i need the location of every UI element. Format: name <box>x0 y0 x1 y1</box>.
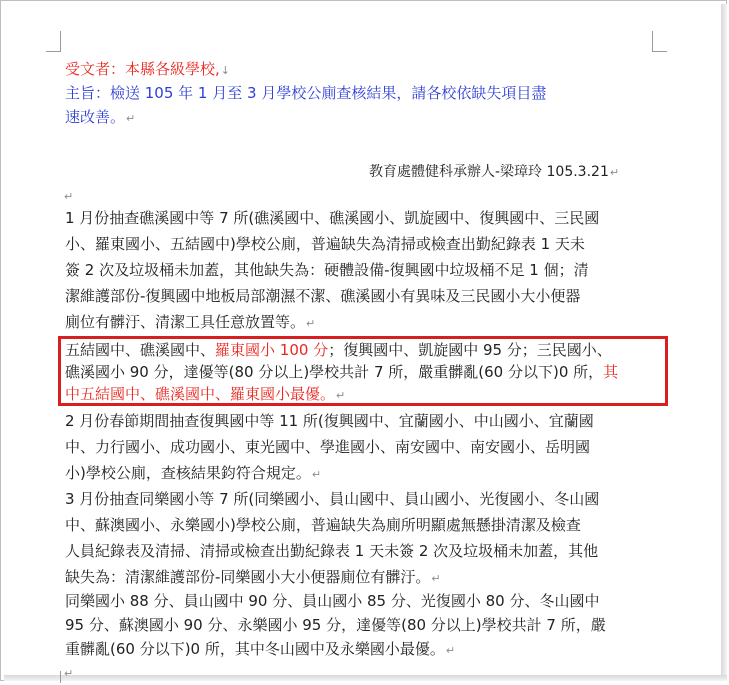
paragraph-mark: ↵ <box>336 389 346 402</box>
para3-line-4 <box>65 566 441 590</box>
scores3-line-3 <box>65 638 455 662</box>
drop-shadow-right <box>721 4 727 681</box>
paragraph-mark: ↵ <box>126 112 136 125</box>
scores3-text-3: 重髒亂(60 分以下)0 所，其中冬山國中及永樂國小最優。 <box>65 640 445 658</box>
para2-text-1: 2 月份春節期間抽查復興國中等 11 所(復興國中、宜蘭國小、中山國小、宜蘭國 <box>65 412 594 430</box>
para3-text-3: 人員紀錄表及清掃、清掃或檢查出勤紀錄表 1 天未簽 2 次及垃圾桶未加蓋，其他 <box>65 542 599 560</box>
para2-text-3: 小)學校公廁，查核結果鈞符合規定。 <box>65 464 311 482</box>
signature-text: 教育處體健科承辦人-梁璋玲 105.3.21 <box>369 164 609 180</box>
scores1-text-red: 羅東國小 100 分 <box>215 341 329 359</box>
para1-line-1 <box>65 207 599 229</box>
crop-mark-bottom-left <box>46 671 61 683</box>
paragraph-mark: ↵ <box>64 667 74 680</box>
para1-line-2 <box>65 233 585 255</box>
para2-line-1 <box>65 410 594 432</box>
scores3-text-1: 同樂國小 88 分、員山國中 90 分、員山國小 85 分、光復國小 80 分、冬山國中 <box>65 592 600 610</box>
scores1-text-c: ；復興國中、凱旋國中 95 分；三民國小、 <box>328 341 612 359</box>
para3-line-2 <box>65 514 581 536</box>
para1-line-4 <box>65 285 580 307</box>
scores3-line-2 <box>65 614 606 636</box>
recipient-line <box>65 58 230 82</box>
para1-text-5: 廁位有髒汙、清潔工具任意放置等。 <box>65 313 306 331</box>
paragraph-mark: ↵ <box>431 572 441 585</box>
para1-line-5 <box>65 311 315 335</box>
para2-line-3 <box>65 462 321 486</box>
subject-line-1 <box>65 82 546 104</box>
scores1-text-line2: 礁溪國小 90 分，達優等(80 分以上)學校共計 7 所，嚴重髒亂(60 分以下)0 所， <box>65 363 604 381</box>
para3-line-1 <box>65 488 599 510</box>
subject-text-1: 主旨：檢送 105 年 1 月至 3 月學校公廁查核結果，請各校依缺失項目盡 <box>65 84 547 102</box>
crop-mark-top-right <box>652 31 667 52</box>
scores1-line-2 <box>65 361 618 383</box>
para1-text-1: 1 月份抽查礁溪國中等 7 所(礁溪國中、礁溪國小、凱旋國中、復興國中、三民國 <box>65 209 600 227</box>
trailing-paragraph <box>63 661 73 685</box>
paragraph-mark: ↵ <box>311 468 322 481</box>
signature-line <box>369 161 619 184</box>
para1-text-4: 潔維護部份-復興國中地板局部潮濕不潔、礁溪國小有異味及三民國小大小便器 <box>65 287 581 305</box>
paragraph-mark: ↵ <box>306 317 316 330</box>
para2-text-2: 中、力行國小、成功國小、東光國中、學進國小、南安國中、南安國小、岳明國 <box>65 438 591 456</box>
paragraph-mark: ↵ <box>609 166 620 179</box>
paragraph-mark: ↵ <box>64 190 74 203</box>
para1-text-2: 小、羅東國小、五結國中)學校公廁，普遍缺失為清掃或檢查出勤紀錄表 1 天未 <box>65 235 585 253</box>
scores3-line-1 <box>65 590 600 612</box>
soft-return-mark: ↓ <box>220 64 230 77</box>
scores3-text-2: 95 分、蘇澳國小 90 分、永樂國小 95 分，達優等(80 分以上)學校共計 7 所，嚴 <box>65 616 606 634</box>
drop-shadow-bottom <box>4 675 727 681</box>
scores1-text-a: 五結國中、礁溪國中、 <box>65 341 216 359</box>
para2-line-2 <box>65 436 590 458</box>
document-page[interactable] <box>1 1 720 680</box>
subject-line-2 <box>65 106 135 130</box>
paragraph-mark: ↵ <box>445 644 456 657</box>
scores1-line-3 <box>65 383 345 407</box>
scores1-line-1 <box>65 339 612 361</box>
crop-mark-top-left <box>46 31 61 52</box>
empty-paragraph <box>63 184 73 208</box>
subject-text-2: 速改善。 <box>65 108 126 126</box>
para3-text-4: 缺失為：清潔維護部份-同樂國小大小便器廁位有髒汙。 <box>65 568 431 586</box>
para1-text-3: 簽 2 次及垃圾桶未加蓋，其他缺失為：硬體設備-復興國中垃圾桶不足 1 個；清 <box>65 261 589 279</box>
para3-line-3 <box>65 540 598 562</box>
para1-line-3 <box>65 259 589 281</box>
para3-text-1: 3 月份抽查同樂國小等 7 所(同樂國小、員山國中、員山國小、光復國小、冬山國 <box>65 490 600 508</box>
scores1-text-line3: 中五結國中、礁溪國中、羅東國小最優。 <box>65 385 336 403</box>
scores1-text-line2-red: 其 <box>603 363 619 381</box>
para3-text-2: 中、蘇澳國小、永樂國小)學校公廁，普遍缺失為廁所明顯處無懸掛清潔及檢查 <box>65 516 581 534</box>
recipient-text: 受文者：本縣各級學校, <box>65 60 220 78</box>
